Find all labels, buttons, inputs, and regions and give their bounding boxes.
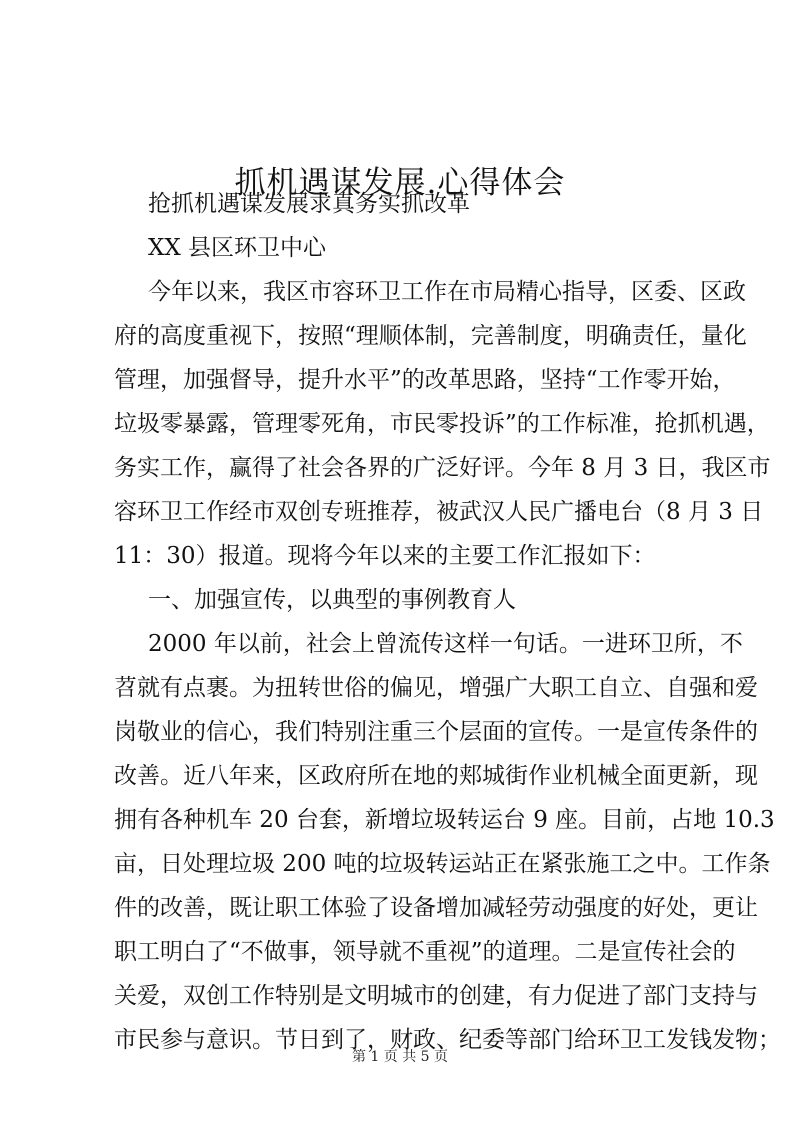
paragraph-line: 管理，加强督导，提升水平”的改革思路，坚持“工作零开始， <box>114 367 736 393</box>
author-line: XX 县区环卫中心 <box>148 235 327 261</box>
paragraph-line: 拥有各种机车 20 台套，新增垃圾转运台 9 座。目前，占地 10.3 <box>114 807 775 833</box>
paragraph-line: 务实工作，赢得了社会各界的广泛好评。今年 8 月 3 日，我区市 <box>114 455 771 481</box>
paragraph-line: 职工明白了“不做事，领导就不重视”的道理。二是宣传社会的 <box>114 939 736 965</box>
paragraph-line: 件的改善，既让职工体验了设备增加减轻劳动强度的好处，更让 <box>114 895 758 921</box>
paragraph-line: 市民参与意识。节日到了，财政、纪委等部门给环卫工发钱发物； <box>114 1027 781 1053</box>
subtitle-line: 抢抓机遇谋发展求真务实抓改革 <box>148 191 470 217</box>
paragraph-line: 容环卫工作经市双创专班推荐，被武汉人民广播电台（8 月 3 日 <box>114 499 764 525</box>
page-number: 第 1 页 共 5 页 <box>351 1049 449 1065</box>
document-body <box>114 182 781 1062</box>
paragraph-line: 11：30）报道。现将今年以来的主要工作汇报如下： <box>114 543 656 569</box>
paragraph-line: 亩，日处理垃圾 200 吨的垃圾转运站正在紧张施工之中。工作条 <box>114 851 771 877</box>
paragraph-line: 2000 年以前，社会上曾流传这样一句话。一进环卫所，不 <box>148 631 743 657</box>
section-heading: 一、加强宣传，以典型的事例教育人 <box>148 587 516 613</box>
paragraph-line: 苕就有点裹。为扭转世俗的偏见，增强广大职工自立、自强和爱 <box>114 675 758 701</box>
paragraph-line: 今年以来，我区市容环卫工作在市局精心指导，区委、区政 <box>148 279 746 305</box>
document-title: 抓机遇谋发展.心得体会 <box>234 164 566 201</box>
paragraph-line: 改善。近八年来，区政府所在地的郏城街作业机械全面更新，现 <box>114 763 758 789</box>
paragraph-line: 府的高度重视下，按照“理顺体制，完善制度，明确责任，量化 <box>114 323 747 349</box>
paragraph-line: 垃圾零暴露，管理零死角，市民零投诉”的工作标准，抢抓机遇， <box>114 411 770 437</box>
paragraph-line: 岗敬业的信心，我们特别注重三个层面的宣传。一是宣传条件的 <box>114 719 758 745</box>
paragraph-line: 关爱，双创工作特别是文明城市的创建，有力促进了部门支持与 <box>114 983 758 1009</box>
